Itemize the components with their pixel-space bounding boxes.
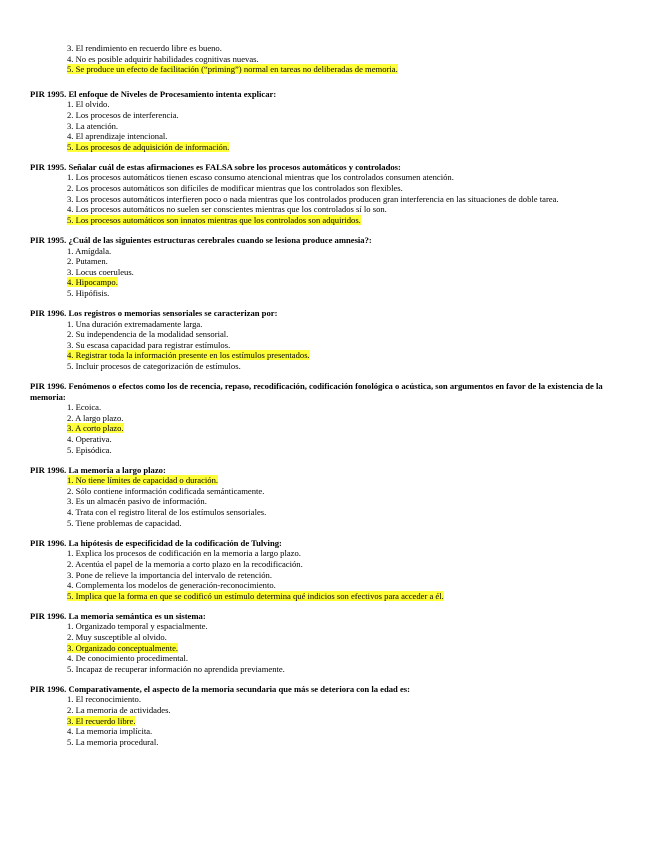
answer-option [30,518,630,529]
answer-option [30,664,630,675]
option-text: 1. Una duración extremadamente larga. [67,318,203,329]
option-text: 4. La memoria implícita. [67,726,153,737]
answer-option-correct [30,591,630,602]
question-title [30,235,630,246]
option-text: 4. De conocimiento procedimental. [67,653,188,664]
option-text: 5. Implica que la forma en que se codificó un estímulo determina qué indicios son efectivos para acceder a él. [67,590,444,601]
answer-option [30,361,630,372]
option-text: 1. Amígdala. [67,245,112,256]
answer-option [30,340,630,351]
answer-option [30,621,630,632]
answer-option [30,496,630,507]
option-text: 4. Hipocampo. [67,277,118,288]
answer-option-correct [30,64,630,75]
question-text: Los registros o memorias sensoriales se caracterizan por: [66,307,278,318]
answer-option [30,172,630,183]
option-text: 1. El reconocimiento. [67,694,141,705]
option-text: 3. Su escasa capacidad para registrar estímulos. [67,339,231,350]
option-text: 2. Los procesos de interferencia. [67,109,179,120]
question-text: Comparativamente, el aspecto de la memoria secundaria que más se deteriora con la edad es: [66,683,410,694]
answer-option-correct [30,350,630,361]
question-text: La hipótesis de especificidad de la codificación de Tulving: [66,537,282,548]
option-text: 2. Muy susceptible al olvido. [67,632,167,642]
option-text: 2. Acentúa el papel de la memoria a corto plazo en la recodificación. [67,558,303,569]
question-title [30,162,630,173]
answer-option [30,246,630,257]
question-title [30,381,630,402]
answer-option [30,288,630,299]
answer-option [30,548,630,559]
option-text: 2. Los procesos automáticos son difíciles de modificar mientras que los controlados son flexibles. [67,183,403,194]
option-text: 5. Hipófisis. [67,287,110,298]
answer-option [30,726,630,737]
question-text: Fenómenos o efectos como los de recencia, repaso, recodificación, codificación fonológica o acústica, son argumentos en favor de la existencia de la memoria: [30,381,603,402]
option-text: 5. Episódica. [67,444,112,455]
option-text: 2. Putamen. [67,256,108,267]
answer-option [30,204,630,215]
option-text: 5. Se produce un efecto de facilitación (“priming”) normal en tareas no deliberadas de memoria. [67,64,398,75]
question-source: PIR 1996. [30,610,67,621]
answer-option [30,632,630,643]
question-source: PIR 1996. [30,464,67,475]
option-text: 1. No tiene límites de capacidad o duración. [67,475,219,486]
option-text: 3. La atención. [67,120,119,131]
answer-option [30,445,630,456]
answer-option [30,737,630,748]
answer-option [30,694,630,705]
question-text: ¿Cuál de las siguientes estructuras cerebrales cuando se lesiona produce amnesia?: [66,234,372,245]
option-text: 5. La memoria procedural. [67,736,159,747]
option-text: 4. Trata con el registro literal de los estímulos sensoriales. [67,507,267,518]
answer-option [30,413,630,424]
question-title [30,684,630,695]
answer-option [30,194,630,205]
question-source: PIR 1996. [30,307,67,318]
option-text: 3. A corto plazo. [67,423,124,434]
answer-option [30,580,630,591]
option-text: 4. El aprendizaje intencional. [67,131,168,142]
answer-option-correct [30,142,630,153]
question-block [30,465,630,529]
question-block [30,611,630,675]
option-text: 4. Operativa. [67,434,112,444]
option-text: 1. Organizado temporal y espacialmente. [67,621,208,632]
answer-option-correct [30,475,630,486]
question-title [30,465,630,476]
option-text: 1. El olvido. [67,99,110,110]
question-text: El enfoque de Niveles de Procesamiento intenta explicar: [66,88,277,99]
question-block [30,89,630,153]
question-source: PIR 1995. [30,234,67,245]
answer-option [30,570,630,581]
option-text: 2. A largo plazo. [67,412,124,423]
answer-option-correct [30,423,630,434]
answer-option [30,99,630,110]
question-title [30,538,630,549]
question-block [30,43,630,75]
question-source: PIR 1996. [30,381,67,392]
answer-option [30,54,630,65]
option-text: 5. Incluir procesos de categorización de estímulos. [67,360,241,371]
option-text: 3. Los procesos automáticos interfieren poco o nada mientras que los controlados producen gran interferencia en las situaciones de doble tarea. [67,193,559,204]
option-text: 3. El recuerdo libre. [67,715,136,726]
option-text: 1. Ecoica. [67,402,102,413]
question-source: PIR 1995. [30,88,67,99]
question-block [30,684,630,748]
option-text: 2. Sólo contiene información codificada semánticamente. [67,485,265,496]
question-title [30,611,630,622]
option-text: 3. Es un almacén pasivo de información. [67,496,207,507]
option-text: 3. Locus coeruleus. [67,266,134,277]
question-block [30,235,630,299]
answer-option [30,43,630,54]
question-source: PIR 1996. [30,537,67,548]
option-text: 3. El rendimiento en recuerdo libre es bueno. [67,43,222,53]
question-block [30,308,630,372]
answer-option [30,329,630,340]
option-text: 5. Los procesos automáticos son innatos mientras que los controlados son adquiridos. [67,214,361,225]
answer-option-correct [30,277,630,288]
question-text: La memoria a largo plazo: [66,464,166,475]
question-title [30,308,630,319]
answer-option [30,267,630,278]
answer-option-correct [30,215,630,226]
option-text: 4. Registrar toda la información presente en los estímulos presentados. [67,350,310,361]
question-text: Señalar cuál de estas afirmaciones es FALSA sobre los procesos automáticos y controlados: [66,161,401,172]
answer-option [30,183,630,194]
question-title [30,89,630,100]
answer-option-correct [30,716,630,727]
option-text: 3. Pone de relieve la importancia del intervalo de retención. [67,569,272,580]
question-block [30,381,630,455]
question-block [30,538,630,602]
answer-option [30,434,630,445]
option-text: 4. No es posible adquirir habilidades cognitivas nuevas. [67,53,259,64]
option-text: 4. Los procesos automáticos no suelen ser conscientes mientras que los controlados sí lo son. [67,204,387,215]
question-source: PIR 1996. [30,683,67,694]
answer-option [30,121,630,132]
option-text: 5. Los procesos de adquisición de información. [67,141,230,152]
option-text: 5. Incapaz de recuperar información no aprendida previamente. [67,663,285,674]
option-text: 4. Complementa los modelos de generación-reconocimiento. [67,580,276,591]
answer-option-correct [30,643,630,654]
answer-option [30,653,630,664]
option-text: 1. Explica los procesos de codificación en la memoria a largo plazo. [67,548,301,559]
answer-option [30,319,630,330]
question-block [30,162,630,226]
answer-option [30,507,630,518]
answer-option [30,559,630,570]
option-text: 2. Su independencia de la modalidad sensorial. [67,329,229,340]
answer-option [30,256,630,267]
answer-option [30,705,630,716]
document-page [30,43,630,757]
option-text: 2. La memoria de actividades. [67,705,171,716]
answer-option [30,486,630,497]
answer-option [30,131,630,142]
option-text: 3. Organizado conceptualmente. [67,642,179,653]
question-source: PIR 1995. [30,161,67,172]
question-text: La memoria semántica es un sistema: [66,610,206,621]
answer-option [30,110,630,121]
option-text: 1. Los procesos automáticos tienen escaso consumo atencional mientras que los controlados consumen atención. [67,172,454,183]
option-text: 5. Tiene problemas de capacidad. [67,517,182,528]
answer-option [30,402,630,413]
